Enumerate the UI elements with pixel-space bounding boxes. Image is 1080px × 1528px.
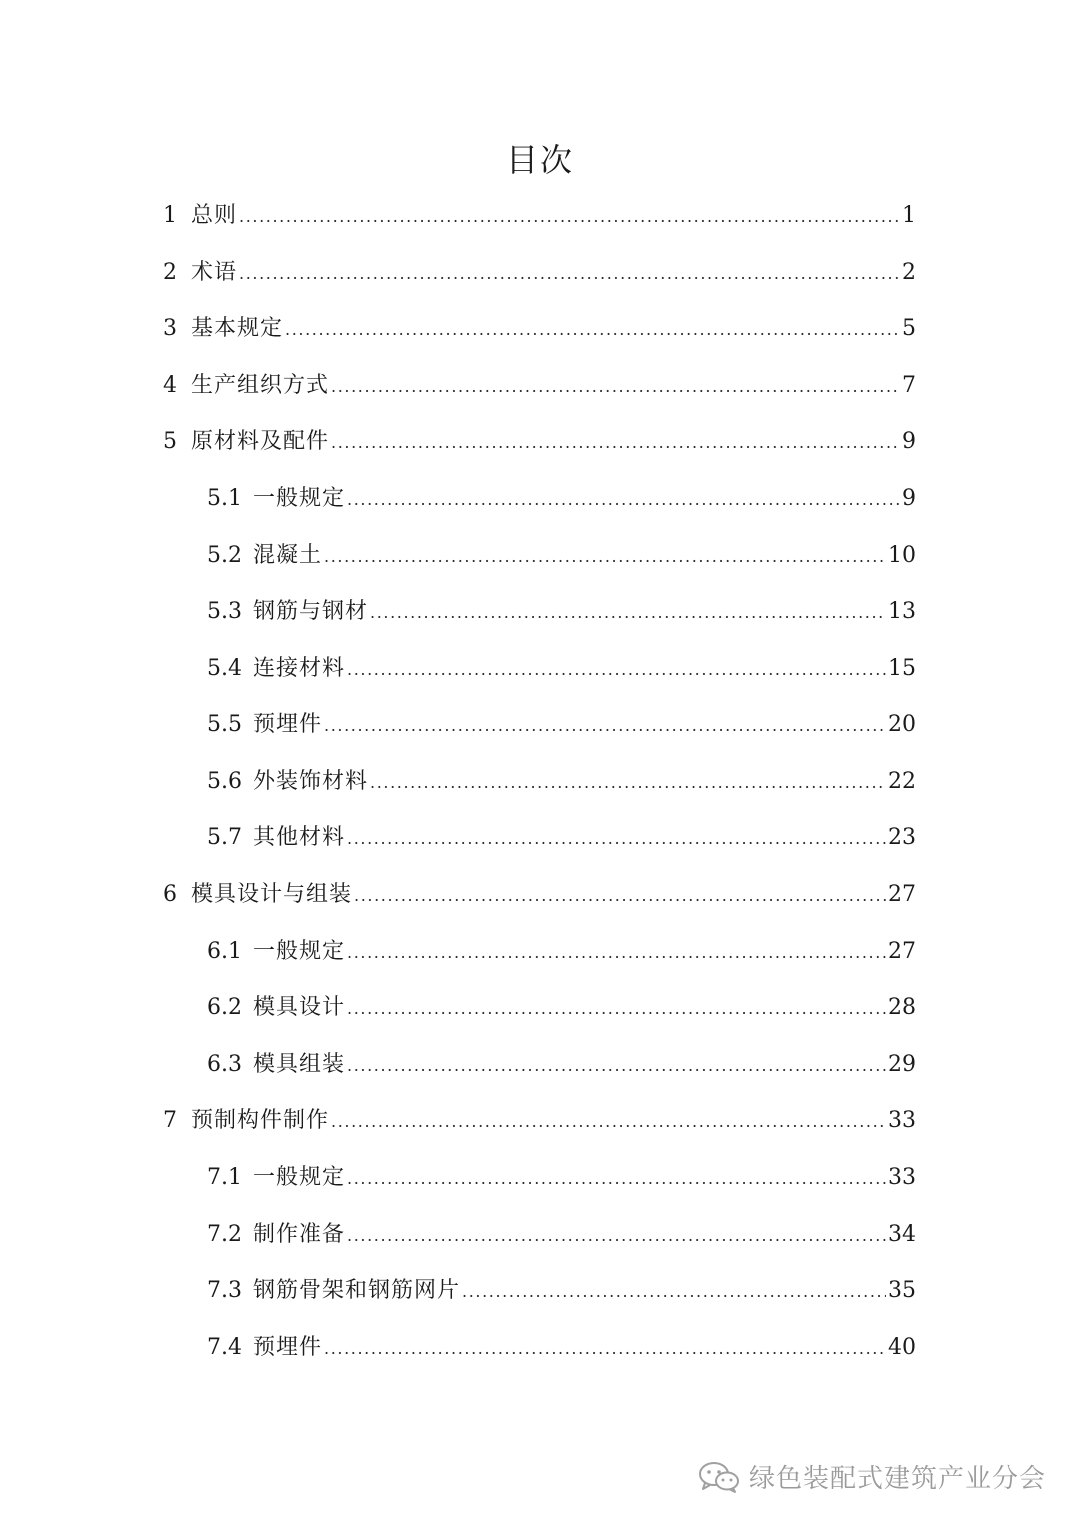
toc-entry-page: 35 xyxy=(888,1278,916,1303)
toc-entry[interactable] xyxy=(163,245,916,301)
toc-leader-dots xyxy=(347,1151,886,1207)
toc-entry[interactable] xyxy=(207,1150,916,1206)
toc-entry-label: 模具组装 xyxy=(253,1052,346,1077)
toc-entry-number: 3 xyxy=(163,316,177,341)
toc-entry-label: 基本规定 xyxy=(191,316,284,341)
toc-entry-number: 6.2 xyxy=(207,995,242,1020)
toc-entry-label: 原材料及配件 xyxy=(191,429,330,454)
toc-entry-page: 40 xyxy=(888,1335,916,1360)
toc-entry-number: 4 xyxy=(163,373,177,398)
toc-leader-dots xyxy=(239,246,900,302)
toc-entry-page: 13 xyxy=(888,599,916,624)
toc-entry-number: 5.5 xyxy=(207,712,242,737)
toc-entry-label: 连接材料 xyxy=(253,656,346,681)
toc-entry-number: 6.3 xyxy=(207,1052,242,1077)
toc-entry[interactable] xyxy=(163,867,916,923)
toc-entry-label: 预制构件制作 xyxy=(191,1108,330,1133)
toc-leader-dots xyxy=(354,868,886,924)
toc-entry[interactable] xyxy=(207,1320,916,1376)
toc-entry-number: 7 xyxy=(163,1108,177,1133)
toc-entry[interactable] xyxy=(207,1263,916,1319)
toc-entry-page: 33 xyxy=(888,1108,916,1133)
toc-entry-page: 27 xyxy=(888,882,916,907)
page-title: 目次 xyxy=(505,141,574,179)
toc-entry-page: 28 xyxy=(888,995,916,1020)
toc-entry-label: 预埋件 xyxy=(253,1335,323,1360)
toc-entry[interactable] xyxy=(163,188,916,244)
toc-leader-dots xyxy=(239,189,900,245)
toc-entry[interactable] xyxy=(207,471,916,527)
toc-entry-page: 29 xyxy=(888,1052,916,1077)
toc-entry-page: 7 xyxy=(902,373,916,398)
toc-entry-page: 9 xyxy=(902,429,916,454)
toc-entry-number: 7.3 xyxy=(207,1278,242,1303)
toc-leader-dots xyxy=(462,1264,886,1320)
toc-entry[interactable] xyxy=(207,980,916,1036)
toc-leader-dots xyxy=(347,981,886,1037)
toc-leader-dots xyxy=(347,1208,886,1264)
toc-entry-page: 20 xyxy=(888,712,916,737)
toc-entry-page: 2 xyxy=(902,260,916,285)
watermark-text: 绿色装配式建筑产业分会 xyxy=(748,1464,1046,1494)
toc-entry-page: 23 xyxy=(888,825,916,850)
toc-leader-dots xyxy=(347,925,886,981)
toc-leader-dots xyxy=(347,472,900,528)
toc-entry-number: 7.1 xyxy=(207,1165,242,1190)
toc-entry[interactable] xyxy=(207,1037,916,1093)
toc-entry-page: 9 xyxy=(902,486,916,511)
toc-entry-number: 5.3 xyxy=(207,599,242,624)
toc-entry-number: 5.7 xyxy=(207,825,242,850)
toc-entry-number: 1 xyxy=(163,203,177,228)
toc-leader-dots xyxy=(324,698,886,754)
toc-entry-label: 一般规定 xyxy=(253,939,346,964)
toc-entry-number: 7.2 xyxy=(207,1222,242,1247)
toc-entry-page: 5 xyxy=(902,316,916,341)
toc-entry-label: 生产组织方式 xyxy=(191,373,330,398)
toc-entry[interactable] xyxy=(207,697,916,753)
wechat-icon xyxy=(697,1460,741,1494)
toc-entry[interactable] xyxy=(163,358,916,414)
toc-entry-page: 22 xyxy=(888,769,916,794)
toc-leader-dots xyxy=(370,585,886,641)
toc-entry[interactable] xyxy=(207,584,916,640)
toc-leader-dots xyxy=(331,1094,886,1150)
toc-entry-number: 5.6 xyxy=(207,769,242,794)
toc-leader-dots xyxy=(370,755,886,811)
toc-entry[interactable] xyxy=(207,1207,916,1263)
toc-entry[interactable] xyxy=(163,414,916,470)
toc-entry-number: 6 xyxy=(163,882,177,907)
toc-leader-dots xyxy=(347,811,886,867)
toc-entry-number: 5 xyxy=(163,429,177,454)
toc-entry[interactable] xyxy=(207,528,916,584)
toc-entry-label: 总则 xyxy=(191,203,238,228)
toc-entry-page: 27 xyxy=(888,939,916,964)
toc-entry-label: 模具设计 xyxy=(253,995,346,1020)
toc-leader-dots xyxy=(331,415,900,471)
toc-leader-dots xyxy=(285,302,900,358)
toc-entry-page: 33 xyxy=(888,1165,916,1190)
toc-leader-dots xyxy=(331,359,900,415)
toc-leader-dots xyxy=(324,529,886,585)
toc-entry-number: 5.4 xyxy=(207,656,242,681)
toc-entry-number: 5.1 xyxy=(207,486,242,511)
toc-entry-number: 2 xyxy=(163,260,177,285)
watermark xyxy=(697,1458,1046,1495)
toc-entry-label: 一般规定 xyxy=(253,1165,346,1190)
toc-entry-label: 外装饰材料 xyxy=(253,769,369,794)
toc-entry-label: 一般规定 xyxy=(253,486,346,511)
toc-entry[interactable] xyxy=(163,301,916,357)
toc-entry-label: 钢筋与钢材 xyxy=(253,599,369,624)
toc-entry[interactable] xyxy=(207,810,916,866)
toc-leader-dots xyxy=(324,1321,886,1377)
toc-entry-page: 10 xyxy=(888,543,916,568)
toc-entry-label: 钢筋骨架和钢筋网片 xyxy=(253,1278,461,1303)
toc-entry-label: 模具设计与组装 xyxy=(191,882,353,907)
toc-entry-label: 预埋件 xyxy=(253,712,323,737)
toc-entry-page: 34 xyxy=(888,1222,916,1247)
toc-entry[interactable] xyxy=(207,641,916,697)
toc-entry-number: 7.4 xyxy=(207,1335,242,1360)
toc-entry[interactable] xyxy=(163,1093,916,1149)
toc-entry-page: 1 xyxy=(902,203,916,228)
toc-entry-label: 术语 xyxy=(191,260,238,285)
toc-entry-number: 6.1 xyxy=(207,939,242,964)
toc-leader-dots xyxy=(347,642,886,698)
toc-entry-page: 15 xyxy=(888,656,916,681)
toc-entry-label: 制作准备 xyxy=(253,1222,346,1247)
toc-entry-label: 混凝土 xyxy=(253,543,323,568)
toc-entry-label: 其他材料 xyxy=(253,825,346,850)
toc-entry[interactable] xyxy=(207,754,916,810)
toc-entry-number: 5.2 xyxy=(207,543,242,568)
toc-entry[interactable] xyxy=(207,924,916,980)
toc-leader-dots xyxy=(347,1038,886,1094)
